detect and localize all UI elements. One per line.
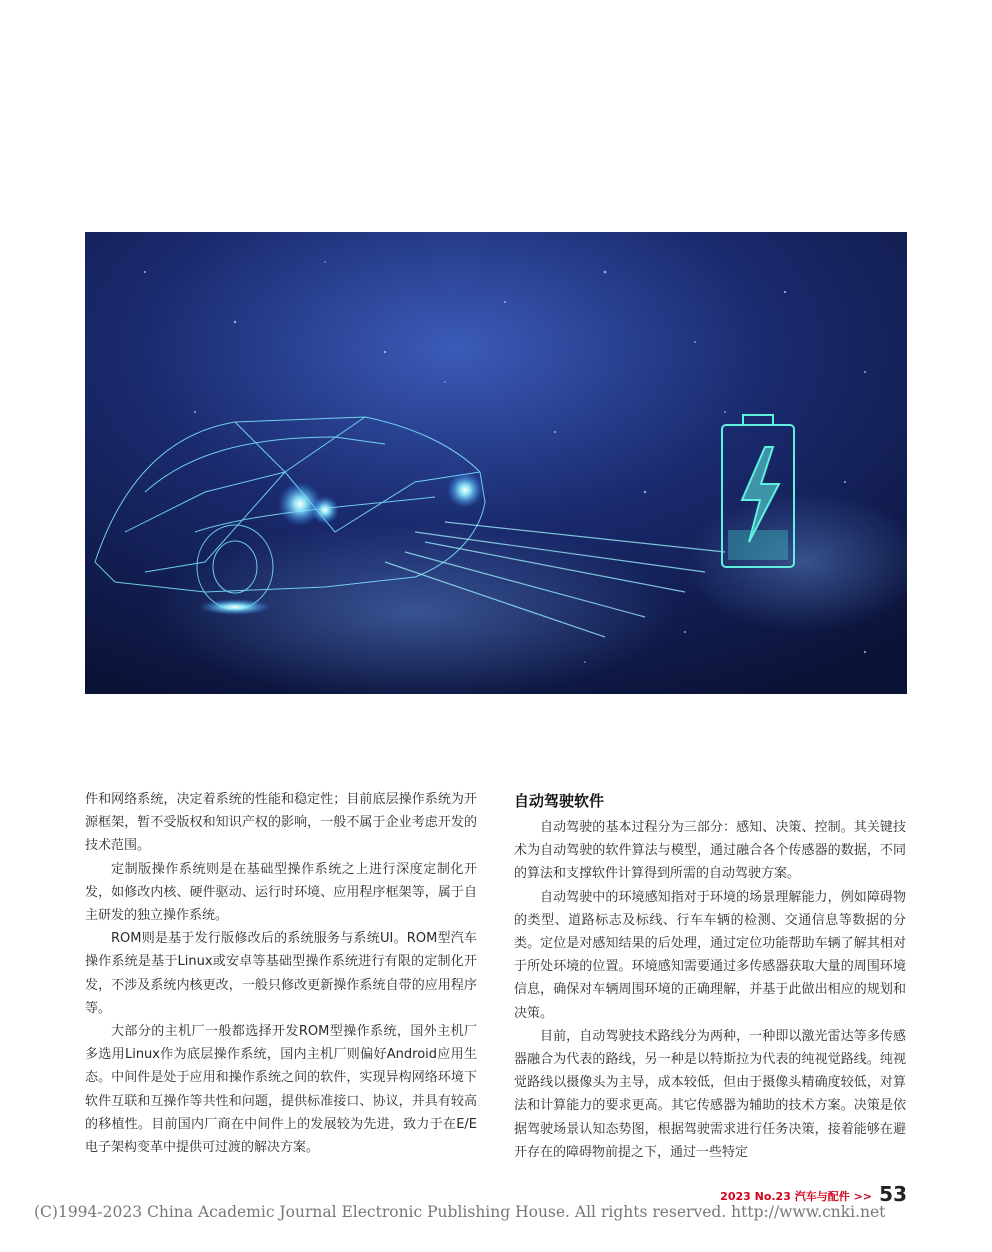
left-paragraph-3: ROM则是基于发行版修改后的系统服务与系统UI。ROM型汽车操作系统是基于Linux或安卓等基础型操作系统进行有限的定制化开发，不涉及系统内核更改，一般只修改更新操作系统自带的应用程序等。 bbox=[85, 931, 477, 1016]
right-column bbox=[514, 788, 906, 1164]
left-paragraph-1: 件和网络系统，决定着系统的性能和稳定性；目前底层操作系统为开源框架，暂不受版权和知识产权的影响，一般不属于企业考虑开发的技术范围。 bbox=[85, 792, 477, 854]
copyright-line: (C)1994-2023 China Academic Journal Electronic Publishing House. All rights reserved. http://www.cnki.net bbox=[34, 1203, 886, 1221]
left-paragraph-4: 大部分的主机厂一般都选择开发ROM型操作系统，国外主机厂多选用Linux作为底层操作系统，国内主机厂则偏好Android应用生态。中间件是处于应用和操作系统之间的软件，实现异构网络环境下软件互联和互操作等共性和问题，提供标准接口、协议，并具有较高的移植性。目前国内厂商在中间件上的发展较为先进，致力于在E/E电子架构变革中提供可过渡的解决方案。 bbox=[85, 1024, 477, 1156]
arrow-icon: >> bbox=[853, 1190, 872, 1203]
right-paragraph-2: 自动驾驶中的环境感知指对于环境的场景理解能力，例如障碍物的类型、道路标志及标线、行车车辆的检测、交通信息等数据的分类。定位是对感知结果的后处理，通过定位功能帮助车辆了解其相对于所处环境的位置。环境感知需要通过多传感器获取大量的周围环境信息，确保对车辆周围环境的正确理解，并基于此做出相应的规划和决策。 bbox=[514, 889, 906, 1021]
left-column bbox=[85, 788, 477, 1159]
left-paragraph-2: 定制版操作系统则是在基础型操作系统之上进行深度定制化开发，如修改内核、硬件驱动、运行时环境、应用程序框架等，属于自主研发的独立操作系统。 bbox=[85, 861, 477, 924]
issue-number: 2023 No.23 bbox=[720, 1190, 791, 1203]
magazine-name: 汽车与配件 bbox=[794, 1190, 850, 1203]
page-number: 53 bbox=[879, 1182, 907, 1206]
hero-image bbox=[85, 232, 907, 694]
right-paragraph-3: 目前，自动驾驶技术路线分为两种，一种即以激光雷达等多传感器融合为代表的路线，另一种是以特斯拉为代表的纯视觉路线。纯视觉路线以摄像头为主导，成本较低，但由于摄像头精确度较低，对算法和计算能力的要求更高。其它传感器为辅助的技术方案。决策是依据驾驶场景认知态势图，根据驾驶需求进行任务决策，接着能够在避开存在的障碍物前提之下，通过一些特定 bbox=[514, 1028, 906, 1160]
footer-issue bbox=[720, 1188, 872, 1204]
section-heading: 自动驾驶软件 bbox=[514, 792, 605, 810]
right-paragraph-1: 自动驾驶的基本过程分为三部分：感知、决策、控制。其关键技术为自动驾驶的软件算法与模型，通过融合各个传感器的数据，不同的算法和支撑软件计算得到所需的自动驾驶方案。 bbox=[514, 820, 906, 882]
